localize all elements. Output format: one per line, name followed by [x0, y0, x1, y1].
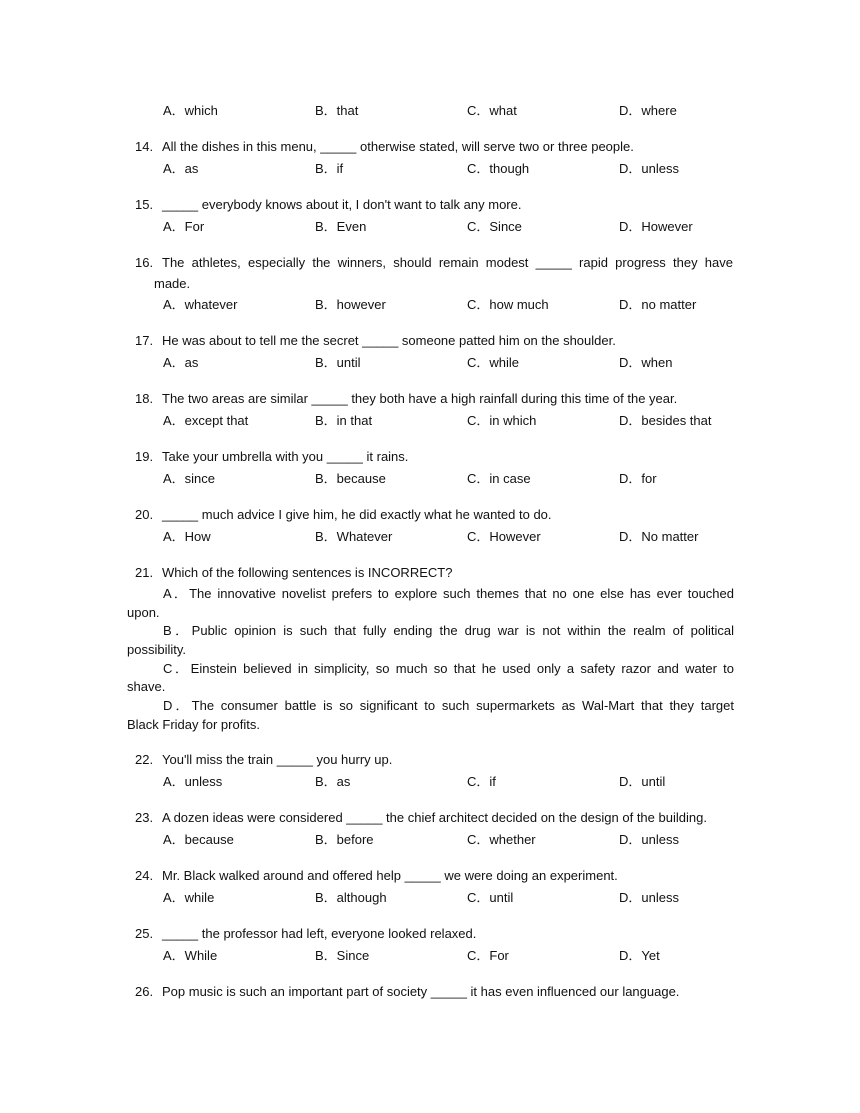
- question-number: 15.: [135, 197, 154, 212]
- option-c: C．until: [467, 890, 514, 905]
- question-text: He was about to tell me the secret _____ someone patted him on the shoulder.: [162, 333, 616, 348]
- option-b: B．Since: [315, 948, 370, 963]
- option-d: D．unless: [619, 890, 679, 905]
- option-d: D．No matter: [619, 529, 699, 544]
- q22-stem: [135, 751, 735, 769]
- q19-stem: [135, 448, 735, 466]
- question-number: 14.: [135, 139, 154, 154]
- option-a: A．whatever: [163, 297, 238, 312]
- question-text: Which of the following sentences is INCORRECT?: [162, 565, 453, 580]
- question-text: The athletes, especially the winners, should remain modest _____ rapid progress they have: [162, 255, 733, 270]
- option-c: C．how much: [467, 297, 549, 312]
- option-d: D．no matter: [619, 297, 697, 312]
- question-text: You'll miss the train _____ you hurry up.: [162, 752, 393, 767]
- option-d: D．unless: [619, 161, 679, 176]
- option-d: D．until: [619, 774, 666, 789]
- option-b: B．because: [315, 471, 386, 486]
- question-number: 23.: [135, 810, 154, 825]
- q18-stem: [135, 390, 735, 408]
- option-a: A．How: [163, 529, 211, 544]
- q20-options: [163, 528, 763, 546]
- q25-options: [163, 947, 763, 965]
- question-number: 22.: [135, 752, 154, 767]
- option-a: A．as: [163, 161, 199, 176]
- q17-stem: [135, 332, 735, 350]
- option-d: D．However: [619, 219, 693, 234]
- q13-options: [163, 102, 763, 120]
- q23-options: [163, 831, 763, 849]
- option-d: D．unless: [619, 832, 679, 847]
- option-c: C．Since: [467, 219, 522, 234]
- option-a: A．While: [163, 948, 218, 963]
- q21-option-c-line1: C．Einstein believed in simplicity, so much so that he used only a safety razor and water to: [163, 661, 734, 676]
- q21-option-d-line2: Black Friday for profits.: [127, 717, 260, 732]
- q16-stem: [135, 254, 735, 272]
- option-b: B．in that: [315, 413, 373, 428]
- option-c: C．in case: [467, 471, 531, 486]
- question-number: 25.: [135, 926, 154, 941]
- option-b: B．if: [315, 161, 344, 176]
- question-text: A dozen ideas were considered _____ the chief architect decided on the design of the building.: [162, 810, 707, 825]
- option-b: B．before: [315, 832, 374, 847]
- option-a: A．as: [163, 355, 199, 370]
- q21-option-d-line1: D．The consumer battle is so significant to such supermarkets as Wal-Mart that they target: [163, 698, 735, 713]
- option-b: B．although: [315, 890, 387, 905]
- option-c: C．However: [467, 529, 541, 544]
- q18-options: [163, 412, 763, 430]
- option-b: B．until: [315, 355, 361, 370]
- question-text: _____ the professor had left, everyone looked relaxed.: [162, 926, 477, 941]
- option-c: C．in which: [467, 413, 537, 428]
- option-d: D．Yet: [619, 948, 660, 963]
- question-number: 18.: [135, 391, 154, 406]
- q21-option-a-line2: upon.: [127, 605, 160, 620]
- q15-options: [163, 218, 763, 236]
- q16-stem-continuation: made.: [154, 276, 191, 291]
- q24-stem: [135, 867, 735, 885]
- option-a: A．except that: [163, 413, 249, 428]
- option-a: A．while: [163, 890, 215, 905]
- option-b: B．as: [315, 774, 351, 789]
- q24-options: [163, 889, 763, 907]
- question-number: 24.: [135, 868, 154, 883]
- q21-option-c-line2: shave.: [127, 679, 166, 694]
- q23-stem: [135, 809, 735, 827]
- option-a: A．because: [163, 832, 234, 847]
- question-text: Pop music is such an important part of society _____ it has even influenced our language.: [162, 984, 680, 999]
- q14-stem: [135, 138, 735, 156]
- option-a: A．For: [163, 219, 205, 234]
- question-number: 21.: [135, 565, 154, 580]
- q17-options: [163, 354, 763, 372]
- question-number: 19.: [135, 449, 154, 464]
- question-text: _____ everybody knows about it, I don't want to talk any more.: [162, 197, 522, 212]
- question-text: Mr. Black walked around and offered help _____ we were doing an experiment.: [162, 868, 618, 883]
- option-b: B．Even: [315, 219, 367, 234]
- option-b: B．that: [315, 103, 359, 118]
- option-d: D．for: [619, 471, 657, 486]
- q21-option-a-line1: A．The innovative novelist prefers to explore such themes that no one else has ever touched: [163, 586, 734, 601]
- option-d: D．besides that: [619, 413, 712, 428]
- option-c: C．For: [467, 948, 509, 963]
- question-text: All the dishes in this menu, _____ otherwise stated, will serve two or three people.: [162, 139, 634, 154]
- option-d: D．where: [619, 103, 677, 118]
- question-number: 26.: [135, 984, 154, 999]
- option-a: A．which: [163, 103, 218, 118]
- question-number: 20.: [135, 507, 154, 522]
- option-a: A．since: [163, 471, 216, 486]
- option-d: D．when: [619, 355, 673, 370]
- option-c: C．while: [467, 355, 520, 370]
- option-c: C．though: [467, 161, 530, 176]
- question-text: The two areas are similar _____ they both have a high rainfall during this time of the year.: [162, 391, 678, 406]
- q26-stem: [135, 983, 735, 1001]
- option-c: C．if: [467, 774, 496, 789]
- q19-options: [163, 470, 763, 488]
- q22-options: [163, 773, 763, 791]
- q16-options: [163, 296, 763, 314]
- q20-stem: [135, 506, 735, 524]
- q15-stem: [135, 196, 735, 214]
- question-number: 17.: [135, 333, 154, 348]
- option-b: B．however: [315, 297, 386, 312]
- q21-stem: [135, 564, 735, 582]
- question-text: Take your umbrella with you _____ it rains.: [162, 449, 409, 464]
- q25-stem: [135, 925, 735, 943]
- question-text: _____ much advice I give him, he did exactly what he wanted to do.: [162, 507, 552, 522]
- option-c: C．what: [467, 103, 517, 118]
- option-c: C．whether: [467, 832, 536, 847]
- question-number: 16.: [135, 255, 154, 270]
- option-b: B．Whatever: [315, 529, 393, 544]
- option-a: A．unless: [163, 774, 223, 789]
- q14-options: [163, 160, 763, 178]
- q21-option-b-line2: possibility.: [127, 642, 187, 657]
- q21-option-b-line1: B．Public opinion is such that fully ending the drug war is not within the realm of political: [163, 623, 734, 638]
